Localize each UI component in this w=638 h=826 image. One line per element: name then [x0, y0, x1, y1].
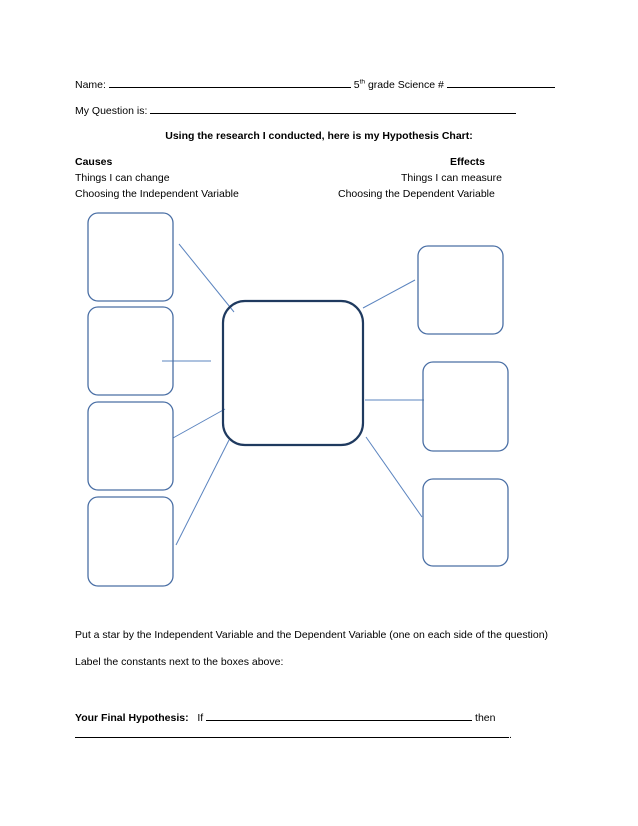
causes-heading: Causes — [75, 156, 113, 168]
grade-number: 5 — [353, 79, 360, 91]
grade-suffix: th — [359, 78, 366, 86]
grade-text: grade Science # — [367, 79, 444, 91]
cause-box-3[interactable] — [88, 402, 173, 490]
final-hypothesis-line2 — [75, 726, 512, 742]
name-label: Name: — [75, 79, 106, 91]
connector-cause-1 — [179, 244, 234, 312]
connector-cause-4 — [176, 440, 229, 545]
connector-lines — [162, 244, 424, 545]
star-instruction: Put a star by the Independent Variable and the Dependent Variable (one on each side of the question) — [75, 629, 549, 641]
if-word: If — [197, 712, 204, 724]
effect-box-2[interactable] — [423, 362, 508, 451]
chart-title: Using the research I conducted, here is my Hypothesis Chart: — [165, 130, 473, 142]
cause-box-1[interactable] — [88, 213, 173, 301]
effects-line1: Things I can measure — [401, 172, 502, 184]
effects-line2: Choosing the Dependent Variable — [338, 188, 495, 200]
if-blank[interactable] — [206, 709, 472, 721]
causes-line1: Things I can change — [75, 172, 170, 184]
effects-heading: Effects — [450, 156, 486, 168]
end-mark: . — [509, 729, 512, 741]
connector-effect-3 — [366, 437, 422, 517]
then-blank[interactable] — [75, 726, 509, 738]
question-label: My Question is: — [75, 105, 148, 117]
then-word: then — [475, 712, 496, 724]
constants-instruction: Label the constants next to the boxes above: — [75, 656, 284, 668]
effect-box-1[interactable] — [418, 246, 503, 334]
cause-box-2[interactable] — [88, 307, 173, 395]
connector-cause-3 — [173, 409, 225, 438]
effect-box-3[interactable] — [423, 479, 508, 566]
causes-line2: Choosing the Independent Variable — [75, 188, 239, 200]
cause-box-4[interactable] — [88, 497, 173, 586]
question-center-box[interactable] — [223, 301, 363, 445]
final-hypothesis-label: Your Final Hypothesis: — [75, 712, 189, 724]
final-hypothesis-row — [75, 709, 495, 725]
connector-effect-1 — [363, 280, 415, 308]
